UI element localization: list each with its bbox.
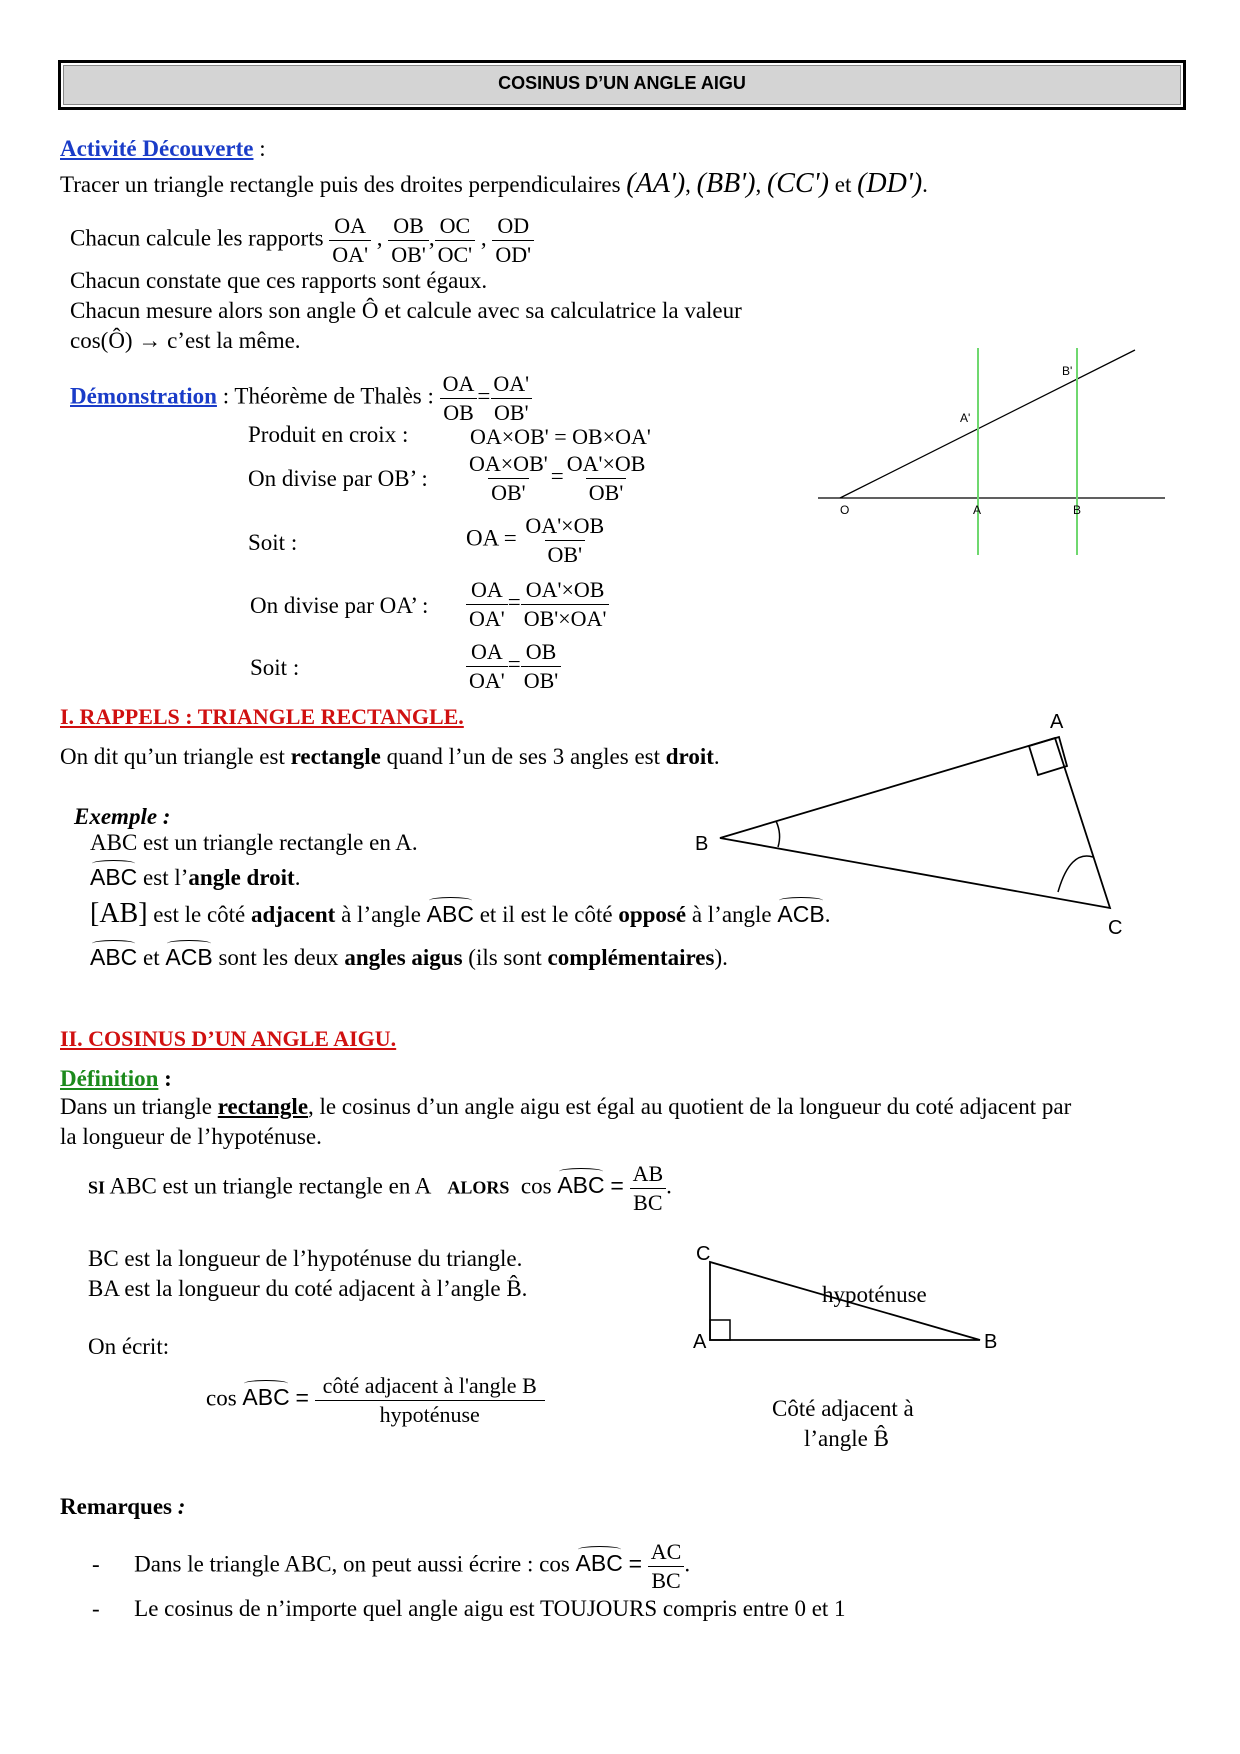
step2-label: On divise par OB’ : — [248, 466, 428, 491]
on-ecrit: On écrit: — [88, 1334, 170, 1359]
adjacent-label-2: l’angle B̂ — [804, 1426, 889, 1451]
remarques-heading: Remarques — [60, 1494, 173, 1519]
ratios-prefix: Chacun calcule les rapports — [70, 225, 324, 251]
vertex-b: B — [695, 833, 709, 855]
line-aa: (AA') — [626, 168, 686, 199]
definition-line1: Dans un triangle rectangle, le cosinus d’un angle aigu est égal au quotient de la longueur du coté adjacent par — [60, 1094, 1072, 1119]
et-word: et — [834, 172, 852, 197]
right-angle-square — [710, 1320, 730, 1340]
definition-line2: la longueur de l’hypoténuse. — [60, 1124, 322, 1149]
exemple-line4: ABC et ACB sont les deux angles aigus (ils sont complémentaires). — [90, 944, 728, 970]
activite-line1: Tracer un triangle rectangle puis des droites perpendiculaires (AA'), (BB'), (CC') et (DD'). — [60, 168, 928, 199]
angle-b-arc — [776, 821, 780, 847]
label-b: B — [1073, 503, 1082, 517]
activite-line4: Chacun mesure alors son angle Ô et calcule avec sa calculatrice la valeur — [70, 298, 742, 323]
remarque-2: - Le cosinus de n’importe quel angle aigu est TOUJOURS compris entre 0 et 1 — [92, 1596, 846, 1621]
vertex-b: B — [984, 1331, 998, 1353]
label-a: A — [973, 503, 982, 517]
vertex-c: C — [1108, 917, 1123, 939]
exemple-line3: [AB] est le côté adjacent à l’angle ABC et il est le côté opposé à l’angle ACB. — [90, 898, 831, 929]
activite-line1-text: Tracer un triangle rectangle puis des droites perpendiculaires — [60, 172, 621, 197]
angle-c-arc — [1058, 856, 1093, 892]
ratio-od: $\frac{OD}{OD'}$ — [492, 212, 534, 268]
step5-formula: $\frac{OA}{OA'}$ = $\frac{OB}{OB'}$ — [466, 638, 561, 694]
demo-intro: : Théorème de Thalès : — [222, 383, 434, 409]
line-bb: (BB') — [696, 168, 756, 199]
definition-heading: Définition — [60, 1066, 159, 1091]
step1-formula: OA×OB' = OB×OA' — [470, 424, 651, 449]
step4-label: On divise par OA’ : — [250, 593, 429, 618]
ratio-oa: $\frac{OA}{OA'}$ — [329, 212, 371, 268]
activite-heading: Activité Découverte — [60, 136, 254, 161]
page-title-box — [58, 60, 1186, 110]
triangle-figure — [690, 710, 1140, 940]
rappels-heading: I. RAPPELS : TRIANGLE RECTANGLE. — [60, 704, 464, 729]
ratio-ob: $\frac{OB}{OB'}$ — [388, 212, 429, 268]
line-cc: (CC') — [766, 168, 829, 199]
step5-label: Soit : — [250, 655, 300, 680]
oblique-line — [840, 350, 1135, 498]
activite-heading-line: Activité Découverte : — [60, 136, 266, 161]
demo-line: Démonstration : Théorème de Thalès : $\frac{OA}{OB}$ = $\frac{OA'}{OB'}$ — [70, 370, 532, 426]
step2-formula: $\frac{OA\times OB'}{OB'}$ = $\frac{OA'\times OB}{OB'}$ — [469, 451, 646, 505]
step3-formula: OA = $\frac{OA'\times OB}{OB'}$ — [466, 513, 605, 567]
step1-label: Produit en croix : — [248, 422, 409, 447]
ba-line: BA est la longueur du coté adjacent à l’angle B̂. — [88, 1276, 528, 1301]
si-alors-line: SI ABC est un triangle rectangle en A ALORS cos ABC = $\frac{AB}{BC}$ . — [88, 1161, 672, 1215]
label-o: O — [840, 503, 850, 517]
adjacent-label-1: Côté adjacent à — [772, 1396, 914, 1421]
vertex-a: A — [1050, 711, 1064, 733]
activite-line3: Chacun constate que ces rapports sont égaux. — [70, 268, 488, 293]
triangle-abc — [720, 738, 1110, 908]
hypotenuse-label: hypoténuse — [822, 1282, 927, 1307]
step4-formula: $\frac{OA}{OA'}$ = $\frac{OA'\times OB}{OB'\times OA'}$ — [466, 576, 609, 632]
definition-heading-line: Définition : — [60, 1066, 172, 1091]
line-dd: (DD') — [857, 168, 923, 199]
vertex-a: A — [693, 1331, 707, 1353]
ratio-oc: $\frac{OC}{OC'}$ — [435, 212, 476, 268]
remarques-heading-line: Remarques : — [60, 1494, 186, 1519]
demo-heading: Démonstration — [70, 383, 217, 409]
rappels-definition: On dit qu’un triangle est rectangle quand l’un de ses 3 angles est droit. — [60, 744, 720, 769]
activite-ratios: Chacun calcule les rapports $\frac{OA}{OA'}$ , $\frac{OB}{OB'}$ , $\frac{OC}{OC'}$ , $\frac{OD}{OD'}$ — [70, 212, 534, 268]
cos-formula: cos ABC = $\frac{\text{côté adjacent à l'angle B}}{\text{hypoténuse}}$ — [206, 1372, 545, 1428]
exemple-line2: ABC est l’angle droit. — [90, 864, 301, 890]
remarque-1: - Dans le triangle ABC, on peut aussi écrire : cos ABC = $\frac{AC}{BC}$ . — [92, 1539, 691, 1593]
thales-ratio2: $\frac{OA'}{OB'}$ — [490, 370, 532, 426]
bc-line: BC est la longueur de l’hypoténuse du triangle. — [88, 1246, 523, 1271]
activite-line5: cos(Ô) → c’est la même. — [70, 328, 301, 353]
vertex-c: C — [696, 1243, 711, 1265]
cosinus-heading: II. COSINUS D’UN ANGLE AIGU. — [60, 1026, 397, 1051]
thales-ratio1: $\frac{OA}{OB}$ — [440, 370, 478, 426]
label-b-prime: B' — [1062, 364, 1073, 378]
thales-figure — [810, 340, 1170, 560]
page-title: COSINUS D’UN ANGLE AIGU — [498, 73, 746, 93]
step3-label: Soit : — [248, 530, 298, 555]
exemple-line1: ABC est un triangle rectangle en A. — [90, 830, 418, 855]
label-a-prime: A' — [960, 411, 971, 425]
exemple-label: Exemple : — [74, 804, 171, 829]
